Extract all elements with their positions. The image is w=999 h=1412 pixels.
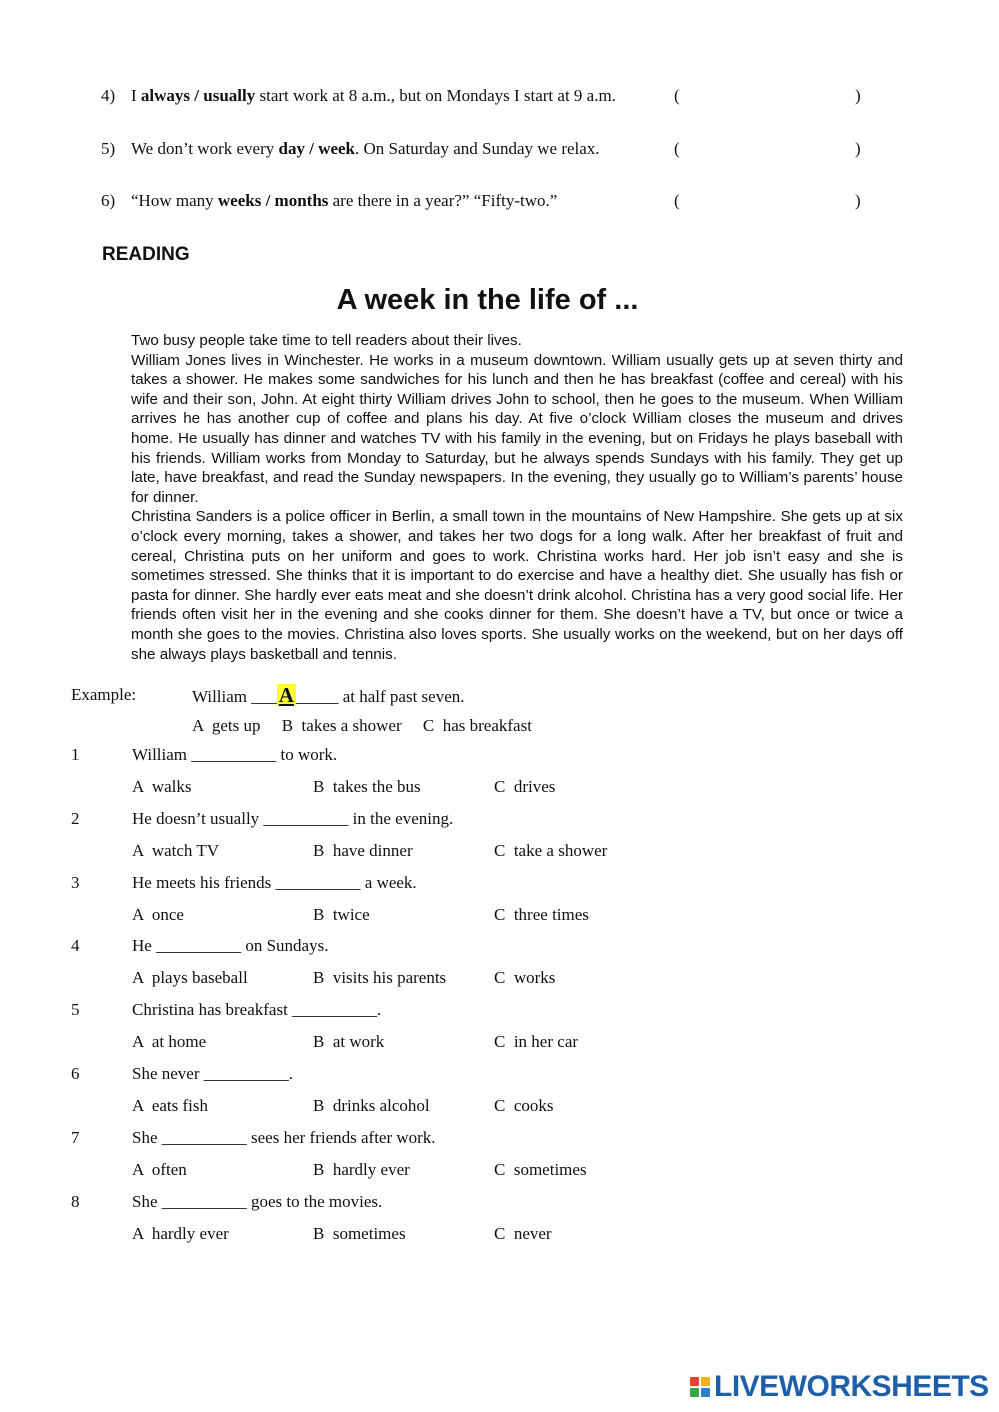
article-paragraph: Christina Sanders is a police officer in Berlin, a small town in the mountains of New Hampshire. She gets up at six o’clock every morning, takes a shower, and takes her two dogs for a long walk. After her breakfast of fruit and cereal, Christina puts on her uniform and goes to work. Christina works hard. Her job isn’t easy and she is sometimes stressed. She thinks that it is important to do exercise and have a healthy diet. She usually has fish or pasta for dinner. She hardly ever eats meat and she doesn’t drink alcohol. Christina has a very good social life. Her friends often visit her in the evening and she cooks dinner for them. She doesn’t have a TV, but once or twice a month she goes to the movies. Christina also loves sports. She usually works on the weekend, but on her days off she always plays basketball and tennis. bbox=[131, 508, 903, 663]
section-heading: READING bbox=[102, 244, 190, 265]
item-sentence: We don’t work every day / week. On Saturday and Sunday we relax. bbox=[131, 139, 600, 158]
item-number: 4) bbox=[101, 86, 116, 105]
question-text: She never __________. bbox=[132, 1064, 294, 1083]
question-text: William __________ to work. bbox=[132, 745, 338, 764]
option-a[interactable]: A once bbox=[132, 905, 184, 924]
option-a[interactable]: A walks bbox=[132, 777, 192, 796]
option-b[interactable]: B visits his parents bbox=[313, 968, 447, 987]
option-b[interactable]: B takes the bus bbox=[313, 777, 421, 796]
article-paragraph: Two busy people take time to tell readers about their lives. bbox=[131, 332, 522, 349]
answer-paren-open: ( bbox=[674, 86, 680, 105]
article-body bbox=[131, 331, 903, 664]
answer-field[interactable] bbox=[684, 84, 852, 106]
option-c[interactable]: C works bbox=[494, 968, 556, 987]
option-c[interactable]: C never bbox=[494, 1224, 552, 1243]
option-c[interactable]: C three times bbox=[494, 905, 589, 924]
item-number: 6) bbox=[101, 191, 116, 210]
item-number: 5) bbox=[101, 139, 116, 158]
question-text: Christina has breakfast __________. bbox=[132, 1000, 382, 1019]
option-b[interactable]: B have dinner bbox=[313, 841, 413, 860]
logo-text: LIVEWORKSHEETS bbox=[714, 1370, 989, 1403]
option-b[interactable]: B drinks alcohol bbox=[313, 1096, 430, 1115]
question-text: She __________ sees her friends after work. bbox=[132, 1128, 436, 1147]
article-paragraph: William Jones lives in Winchester. He works in a museum downtown. William usually gets up at seven thirty and takes a shower. He makes some sandwiches for his lunch and then he has breakfast (coffee and cereal) with his wife and their son, John. At eight thirty William drives John to school, then he goes to the museum. When William arrives he has another cup of coffee and plans his day. At five o’clock William closes the museum and drives home. He usually has dinner and watches TV with his family in the evening, but on Fridays he plays baseball with his friends. William works from Monday to Saturday, but he always spends Sundays with his family. They get up late, have breakfast, and read the Sunday newspapers. In the evening, they usually go to William’s parents’ house for dinner. bbox=[131, 351, 903, 506]
option-a[interactable]: A watch TV bbox=[132, 841, 220, 860]
logo-blocks-icon bbox=[690, 1377, 710, 1397]
question-number: 1 bbox=[71, 745, 80, 764]
example-answer: A bbox=[278, 683, 294, 707]
question-number: 8 bbox=[71, 1192, 80, 1211]
option-a[interactable]: A eats fish bbox=[132, 1096, 209, 1115]
option-b[interactable]: B at work bbox=[313, 1032, 385, 1051]
option-b[interactable]: B sometimes bbox=[313, 1224, 406, 1243]
choice-words[interactable]: weeks / months bbox=[217, 191, 329, 210]
example-options: A gets up B takes a shower C has breakfast bbox=[192, 716, 532, 735]
option-a[interactable]: A at home bbox=[132, 1032, 207, 1051]
answer-paren-close: ) bbox=[855, 86, 861, 105]
liveworksheets-logo bbox=[690, 1372, 989, 1402]
question-number: 7 bbox=[71, 1128, 80, 1147]
question-text: She __________ goes to the movies. bbox=[132, 1192, 383, 1211]
item-sentence: I always / usually start work at 8 a.m., but on Mondays I start at 9 a.m. bbox=[131, 86, 616, 105]
question-text: He __________ on Sundays. bbox=[132, 936, 329, 955]
answer-field[interactable] bbox=[684, 189, 852, 211]
answer-paren-open: ( bbox=[674, 191, 680, 210]
option-c[interactable]: C drives bbox=[494, 777, 556, 796]
question-number: 6 bbox=[71, 1064, 80, 1083]
option-a[interactable]: A hardly ever bbox=[132, 1224, 229, 1243]
answer-paren-close: ) bbox=[855, 139, 861, 158]
option-a[interactable]: A plays baseball bbox=[132, 968, 248, 987]
question-text: He doesn’t usually __________ in the evening. bbox=[132, 809, 454, 828]
example-label: Example: bbox=[71, 685, 137, 704]
question-number: 5 bbox=[71, 1000, 80, 1019]
answer-field[interactable] bbox=[684, 137, 852, 159]
answer-paren-open: ( bbox=[674, 139, 680, 158]
question-number: 4 bbox=[71, 936, 80, 955]
option-b[interactable]: B twice bbox=[313, 905, 370, 924]
option-a[interactable]: A often bbox=[132, 1160, 187, 1179]
option-c[interactable]: C sometimes bbox=[494, 1160, 587, 1179]
option-c[interactable]: C in her car bbox=[494, 1032, 579, 1051]
question-text: He meets his friends __________ a week. bbox=[132, 873, 417, 892]
question-number: 2 bbox=[71, 809, 80, 828]
option-c[interactable]: C take a shower bbox=[494, 841, 608, 860]
item-sentence: “How many weeks / months are there in a year?” “Fifty-two.” bbox=[131, 191, 558, 210]
option-b[interactable]: B hardly ever bbox=[313, 1160, 410, 1179]
question-number: 3 bbox=[71, 873, 80, 892]
option-c[interactable]: C cooks bbox=[494, 1096, 554, 1115]
answer-paren-close: ) bbox=[855, 191, 861, 210]
example-sentence: William ___A _____ at half past seven. bbox=[192, 683, 465, 707]
choice-words[interactable]: always / usually bbox=[140, 86, 256, 105]
choice-words[interactable]: day / week bbox=[278, 139, 355, 158]
article-title: A week in the life of ... bbox=[336, 284, 639, 316]
